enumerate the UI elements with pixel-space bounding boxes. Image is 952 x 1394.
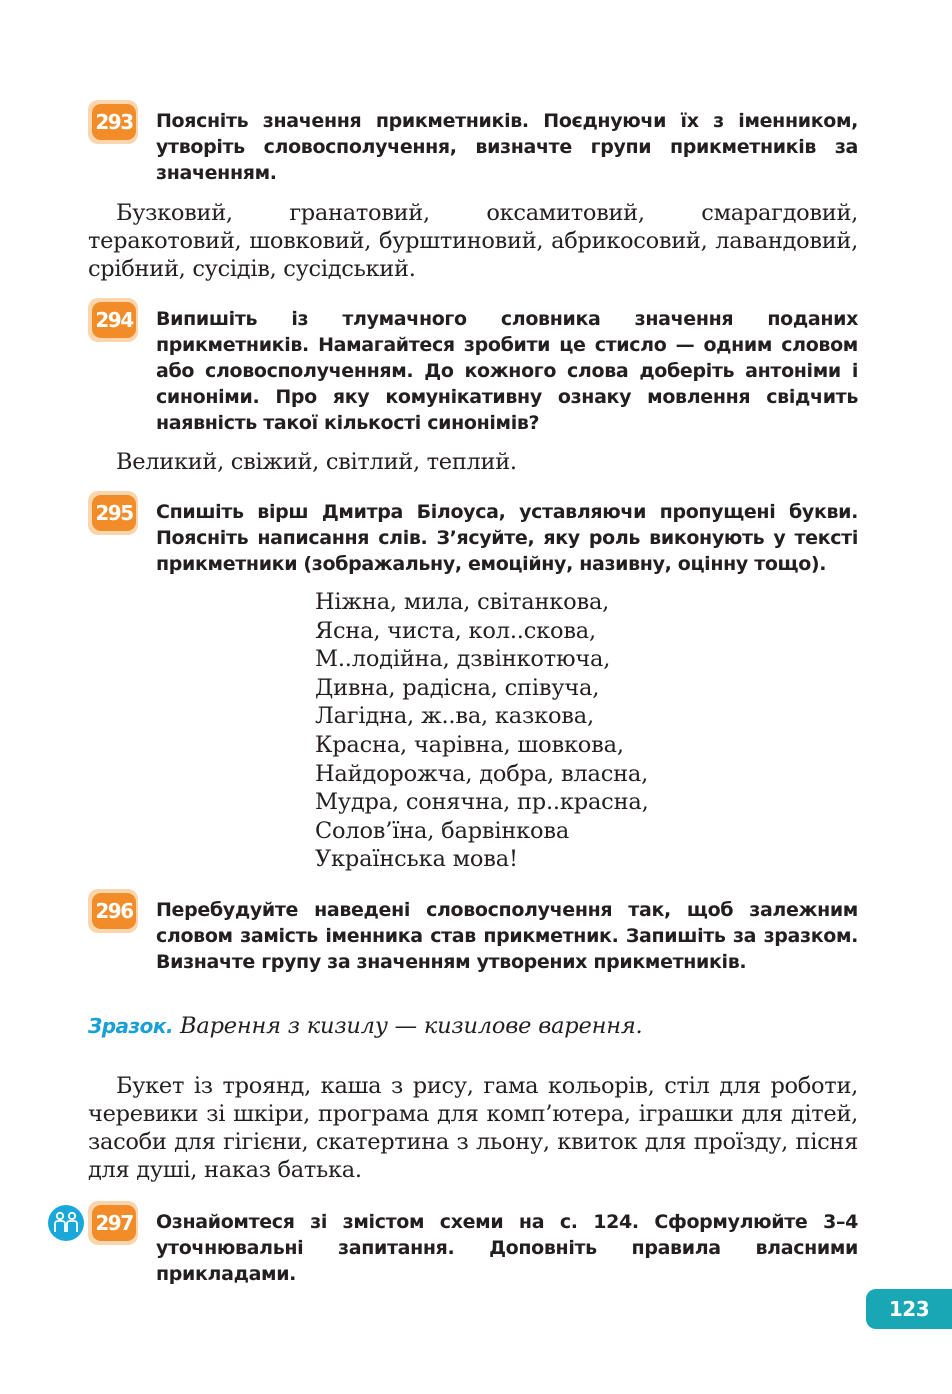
task-number: 295 (92, 495, 136, 531)
poem-line: Мудра, сонячна, пр..красна, (315, 789, 649, 816)
task-number-badge (88, 889, 138, 933)
poem (315, 588, 649, 874)
task-instruction: Ознайомтеся зі змістом схеми на с. 124. Сформулюйте 3–4 уточнювальні запитання. Доповніть правила власними прикладами. (156, 1211, 858, 1285)
poem-line: Солов’їна, барвінкова (315, 817, 570, 844)
task-instruction: Випишіть із тлумачного словника значення поданих прикметників. Намагайтеся зробити це стисло — одним словом або словосполученням. До кожного слова доберіть антоніми і синоніми. Про яку комунікативну ознаку мовлення свідчить наявність такої кількості синонімів? (156, 308, 858, 434)
task-number: 297 (92, 1205, 136, 1241)
task-294 (88, 298, 858, 438)
exercise-text: Бузковий, гранатовий, оксамитовий, смарагдовий, теракотовий, шовковий, бурштиновий, абрикосовий, лавандовий, срібний, сусідів, сусідський. (88, 200, 858, 282)
task-297 (88, 1201, 858, 1285)
exercise-text: Букет із троянд, каша з рису, гама кольорів, стіл для роботи, черевики зі шкіри, програма для комп’ютера, іграшки для дітей, засоби для гігієни, скатертина з льону, квиток для проїзду, пісня для душі, наказ батька. (88, 1073, 858, 1183)
page-number: 123 (866, 1289, 952, 1329)
task-293 (88, 100, 858, 190)
group-work-icon (48, 1205, 84, 1241)
task-instruction: Перебудуйте наведені словосполучення так, щоб залежним словом замість іменника став прикметник. Запишіть за зразком. Визначте групу за значенням утворених прикметників. (156, 899, 858, 973)
task-number-badge (88, 491, 138, 535)
task-number: 296 (92, 893, 136, 929)
poem-line: Дивна, радісна, співуча, (315, 674, 600, 701)
poem-line: М..лодійна, дзвінкотюча, (315, 646, 611, 673)
task-295 (88, 491, 858, 581)
poem-line: Ясна, чиста, кол..скова, (315, 617, 596, 644)
task-instruction: Поясніть значення прикметників. Поєднуючи їх з іменником, утворіть словосполучення, визначте групи прикметників за значенням. (156, 110, 858, 184)
sample-text: Варення з кизилу — кизилове варення. (180, 1013, 643, 1039)
task-number-badge (88, 1201, 138, 1245)
task-number-badge (88, 100, 138, 144)
poem-line: Найдорожча, добра, власна, (315, 760, 649, 787)
sample-label: Зразок. (88, 1014, 174, 1038)
task-number-badge (88, 298, 138, 342)
poem-line: Українська мова! (315, 846, 518, 873)
poem-line: Красна, чарівна, шовкова, (315, 731, 624, 758)
sample (88, 1013, 643, 1039)
task-296 (88, 889, 858, 979)
task-number: 294 (92, 302, 136, 338)
task-number: 293 (92, 104, 136, 140)
task-instruction: Спишіть вірш Дмитра Білоуса, уставляючи пропущені букви. Поясніть написання слів. З’ясуйте, яку роль виконують у тексті прикметники (зображальну, емоційну, називну, оцінну тощо). (156, 501, 858, 575)
exercise-text: Великий, свіжий, світлий, теплий. (116, 449, 517, 475)
poem-line: Лагідна, ж..ва, казкова, (315, 703, 594, 730)
poem-line: Ніжна, мила, світанкова, (315, 589, 610, 615)
